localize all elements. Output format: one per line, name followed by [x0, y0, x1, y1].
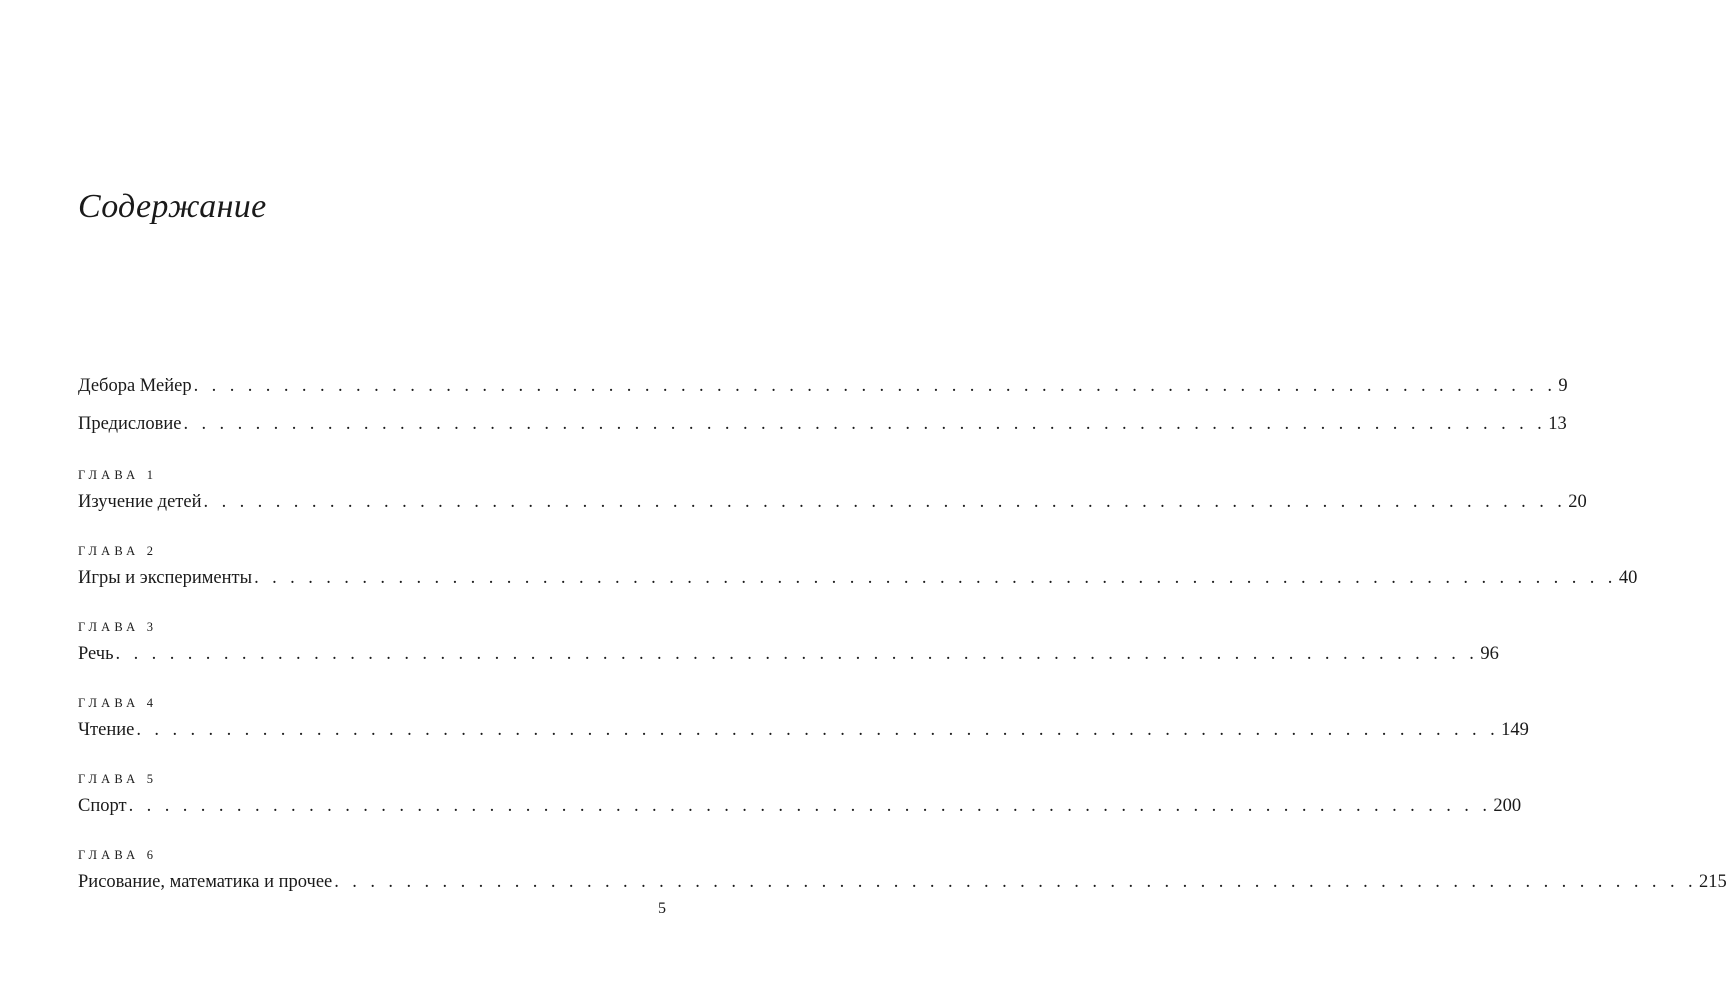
toc-entry-title: Изучение детей	[78, 492, 202, 512]
dot-leader: . . . . . . . . . . . . . . . . . . . . . . . . . . . . . . . . . . . . . . . . . . . . . . . . . . . . . . . . . . . . . . . . . . . . . . . . . . . .	[203, 492, 1567, 512]
spacer	[78, 519, 666, 537]
dot-leader: . . . . . . . . . . . . . . . . . . . . . . . . . . . . . . . . . . . . . . . . . . . . . . . . . . . . . . . . . . . . . . . . . . . . . . . . . . . .	[254, 568, 1617, 588]
toc-entry	[78, 865, 1727, 899]
page-number: 5	[658, 900, 666, 917]
toc-entry	[78, 713, 1529, 747]
chapter-label: ГЛАВА 2	[78, 544, 158, 558]
dot-leader: . . . . . . . . . . . . . . . . . . . . . . . . . . . . . . . . . . . . . . . . . . . . . . . . . . . . . . . . . . . . . . . . . . . . . . . . . . . .	[334, 872, 1698, 892]
toc-entry-title: Спорт	[78, 796, 127, 816]
spacer	[78, 747, 666, 765]
toc-entry	[78, 561, 1638, 595]
toc-entry-page: 9	[1558, 376, 1568, 396]
toc-entry-page: 13	[1548, 414, 1567, 434]
chapter-label: ГЛАВА 4	[78, 696, 158, 710]
toc-entry-title: Предисловие	[78, 414, 182, 434]
spacer	[78, 443, 666, 461]
chapter-label: ГЛАВА 5	[78, 772, 158, 786]
toc-entry-page: 96	[1480, 644, 1499, 664]
toc-entry-page: 20	[1568, 492, 1587, 512]
toc-entry	[78, 405, 1567, 443]
chapter-label: ГЛАВА 3	[78, 620, 158, 634]
toc-entry-title: Рисование, математика и прочее	[78, 872, 333, 892]
toc-entry-page: 149	[1501, 720, 1529, 740]
dot-leader: . . . . . . . . . . . . . . . . . . . . . . . . . . . . . . . . . . . . . . . . . . . . . . . . . . . . . . . . . . . . . . . . . . . . . . . . . . . .	[183, 414, 1547, 434]
page-title: Содержание	[78, 188, 267, 225]
dot-leader: . . . . . . . . . . . . . . . . . . . . . . . . . . . . . . . . . . . . . . . . . . . . . . . . . . . . . . . . . . . . . . . . . . . . . . . . . . . .	[128, 796, 1492, 816]
toc-entry	[78, 485, 1587, 519]
toc-entry	[78, 367, 1568, 405]
spacer	[78, 823, 666, 841]
toc-entry-page: 200	[1493, 796, 1522, 816]
toc-entry-title: Дебора Мейер	[78, 376, 192, 396]
toc-entry	[78, 789, 1522, 823]
toc-entry-page: 215	[1699, 872, 1727, 892]
dot-leader: . . . . . . . . . . . . . . . . . . . . . . . . . . . . . . . . . . . . . . . . . . . . . . . . . . . . . . . . . . . . . . . . . . . . . . . . . . . .	[136, 720, 1500, 740]
spacer	[78, 671, 666, 689]
toc-entry	[78, 637, 1499, 671]
toc-entry-page: 40	[1618, 568, 1638, 588]
toc-entry-title: Чтение	[78, 720, 135, 740]
dot-leader: . . . . . . . . . . . . . . . . . . . . . . . . . . . . . . . . . . . . . . . . . . . . . . . . . . . . . . . . . . . . . . . . . . . . . . . . . . . .	[193, 376, 1557, 396]
toc-entry-title: Речь	[78, 644, 114, 664]
table-of-contents	[78, 367, 1727, 899]
dot-leader: . . . . . . . . . . . . . . . . . . . . . . . . . . . . . . . . . . . . . . . . . . . . . . . . . . . . . . . . . . . . . . . . . . . . . . . . . . . .	[115, 644, 1479, 664]
chapter-label: ГЛАВА 1	[78, 468, 158, 482]
chapter-label: ГЛАВА 6	[78, 848, 158, 862]
toc-entry-title: Игры и эксперименты	[78, 568, 253, 588]
spacer	[78, 595, 666, 613]
